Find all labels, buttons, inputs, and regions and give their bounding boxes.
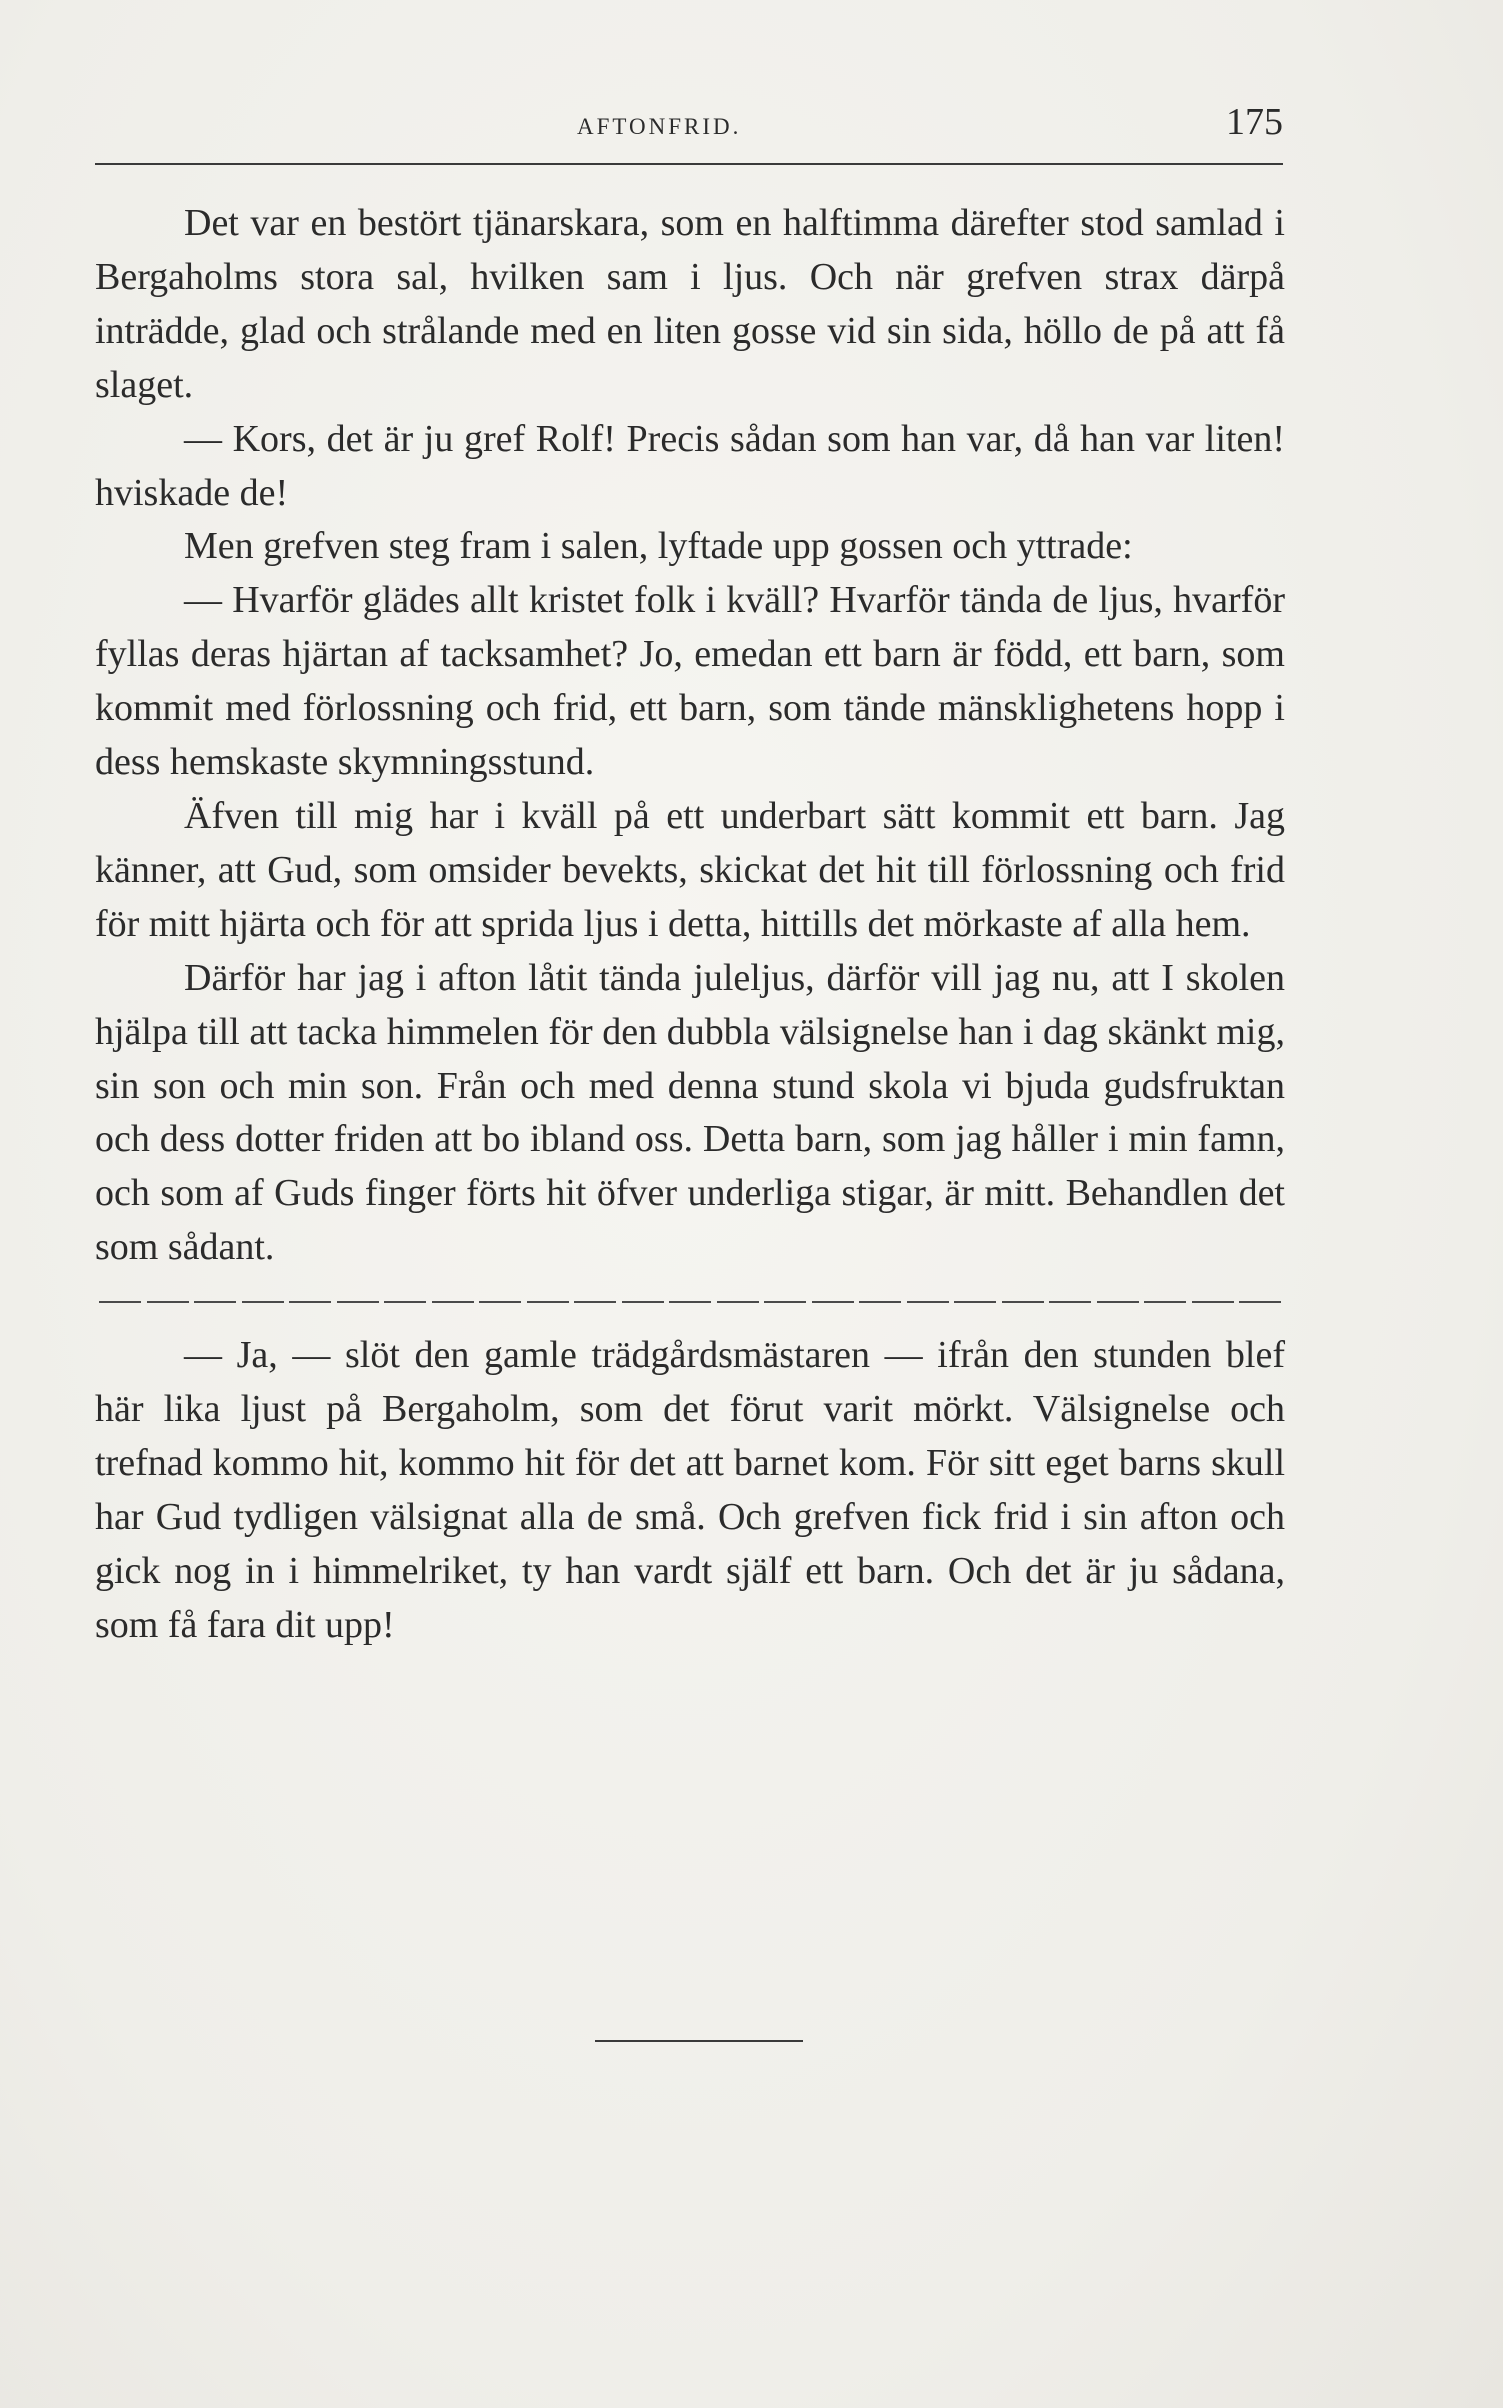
paragraph: — Hvarför glädes allt kristet folk i kväll? Hvarför tända de ljus, hvarför fyllas deras hjärtan af tacksamhet? Jo, emedan ett barn är född, ett barn, som kommit med förlossning och frid, ett barn, som tände mänsklighetens hopp i dess hemskaste skymningsstund. (95, 579, 1285, 784)
closing-paragraph: — Ja, — slöt den gamle trädgårdsmästaren — ifrån den stunden blef här lika ljust på Bergaholm, som det förut varit mörkt. Välsignelse och trefnad kommo hit, kommo hit för det att barnet kom. För sitt eget barns skull har Gud tydligen välsignat alla de små. Och grefven fick frid i sin afton och gick nog in i himmelriket, ty han vardt själf ett barn. Och det är ju sådana, som få fara dit upp! (95, 1334, 1285, 1646)
section-break-dashes (95, 1275, 1285, 1329)
page-number: 175 (1226, 101, 1283, 143)
header-rule (95, 163, 1283, 165)
paragraph: Därför har jag i afton låtit tända juleljus, därför vill jag nu, att I skolen hjälpa till att tacka himmelen för den dubbla välsignelse han i dag skänkt mig, sin son och min son. Från och med denna stund skola vi bjuda gudsfruktan och dess dotter friden att bo ibland oss. Detta barn, som jag håller i min famn, och som af Guds finger förts hit öfver underliga stigar, är mitt. Behandlen det som sådant. (95, 956, 1285, 1269)
end-rule (595, 2040, 803, 2042)
paragraph: — Kors, det är ju gref Rolf! Precis sådan som han var, då han var liten! hviskade de! (95, 417, 1285, 514)
running-head (95, 100, 1283, 150)
body-text (95, 197, 1285, 1652)
running-title: AFTONFRID. (577, 114, 742, 139)
paragraph: Det var en bestört tjänarskara, som en halftimma därefter stod samlad i Bergaholms stora sal, hvilken sam i ljus. Och när grefven strax därpå inträdde, glad och strålande med en liten gosse vid sin sida, höllo de på att få slaget. (95, 202, 1285, 406)
paragraph: Men grefven steg fram i salen, lyftade upp gossen och yttrade: (184, 525, 1133, 568)
paragraph: Äfven till mig har i kväll på ett underbart sätt kommit ett barn. Jag känner, att Gud, som omsider bevekts, skickat det hit till förlossning och frid för mitt hjärta och för att sprida ljus i detta, hittills det mörkaste af alla hem. (95, 794, 1285, 945)
